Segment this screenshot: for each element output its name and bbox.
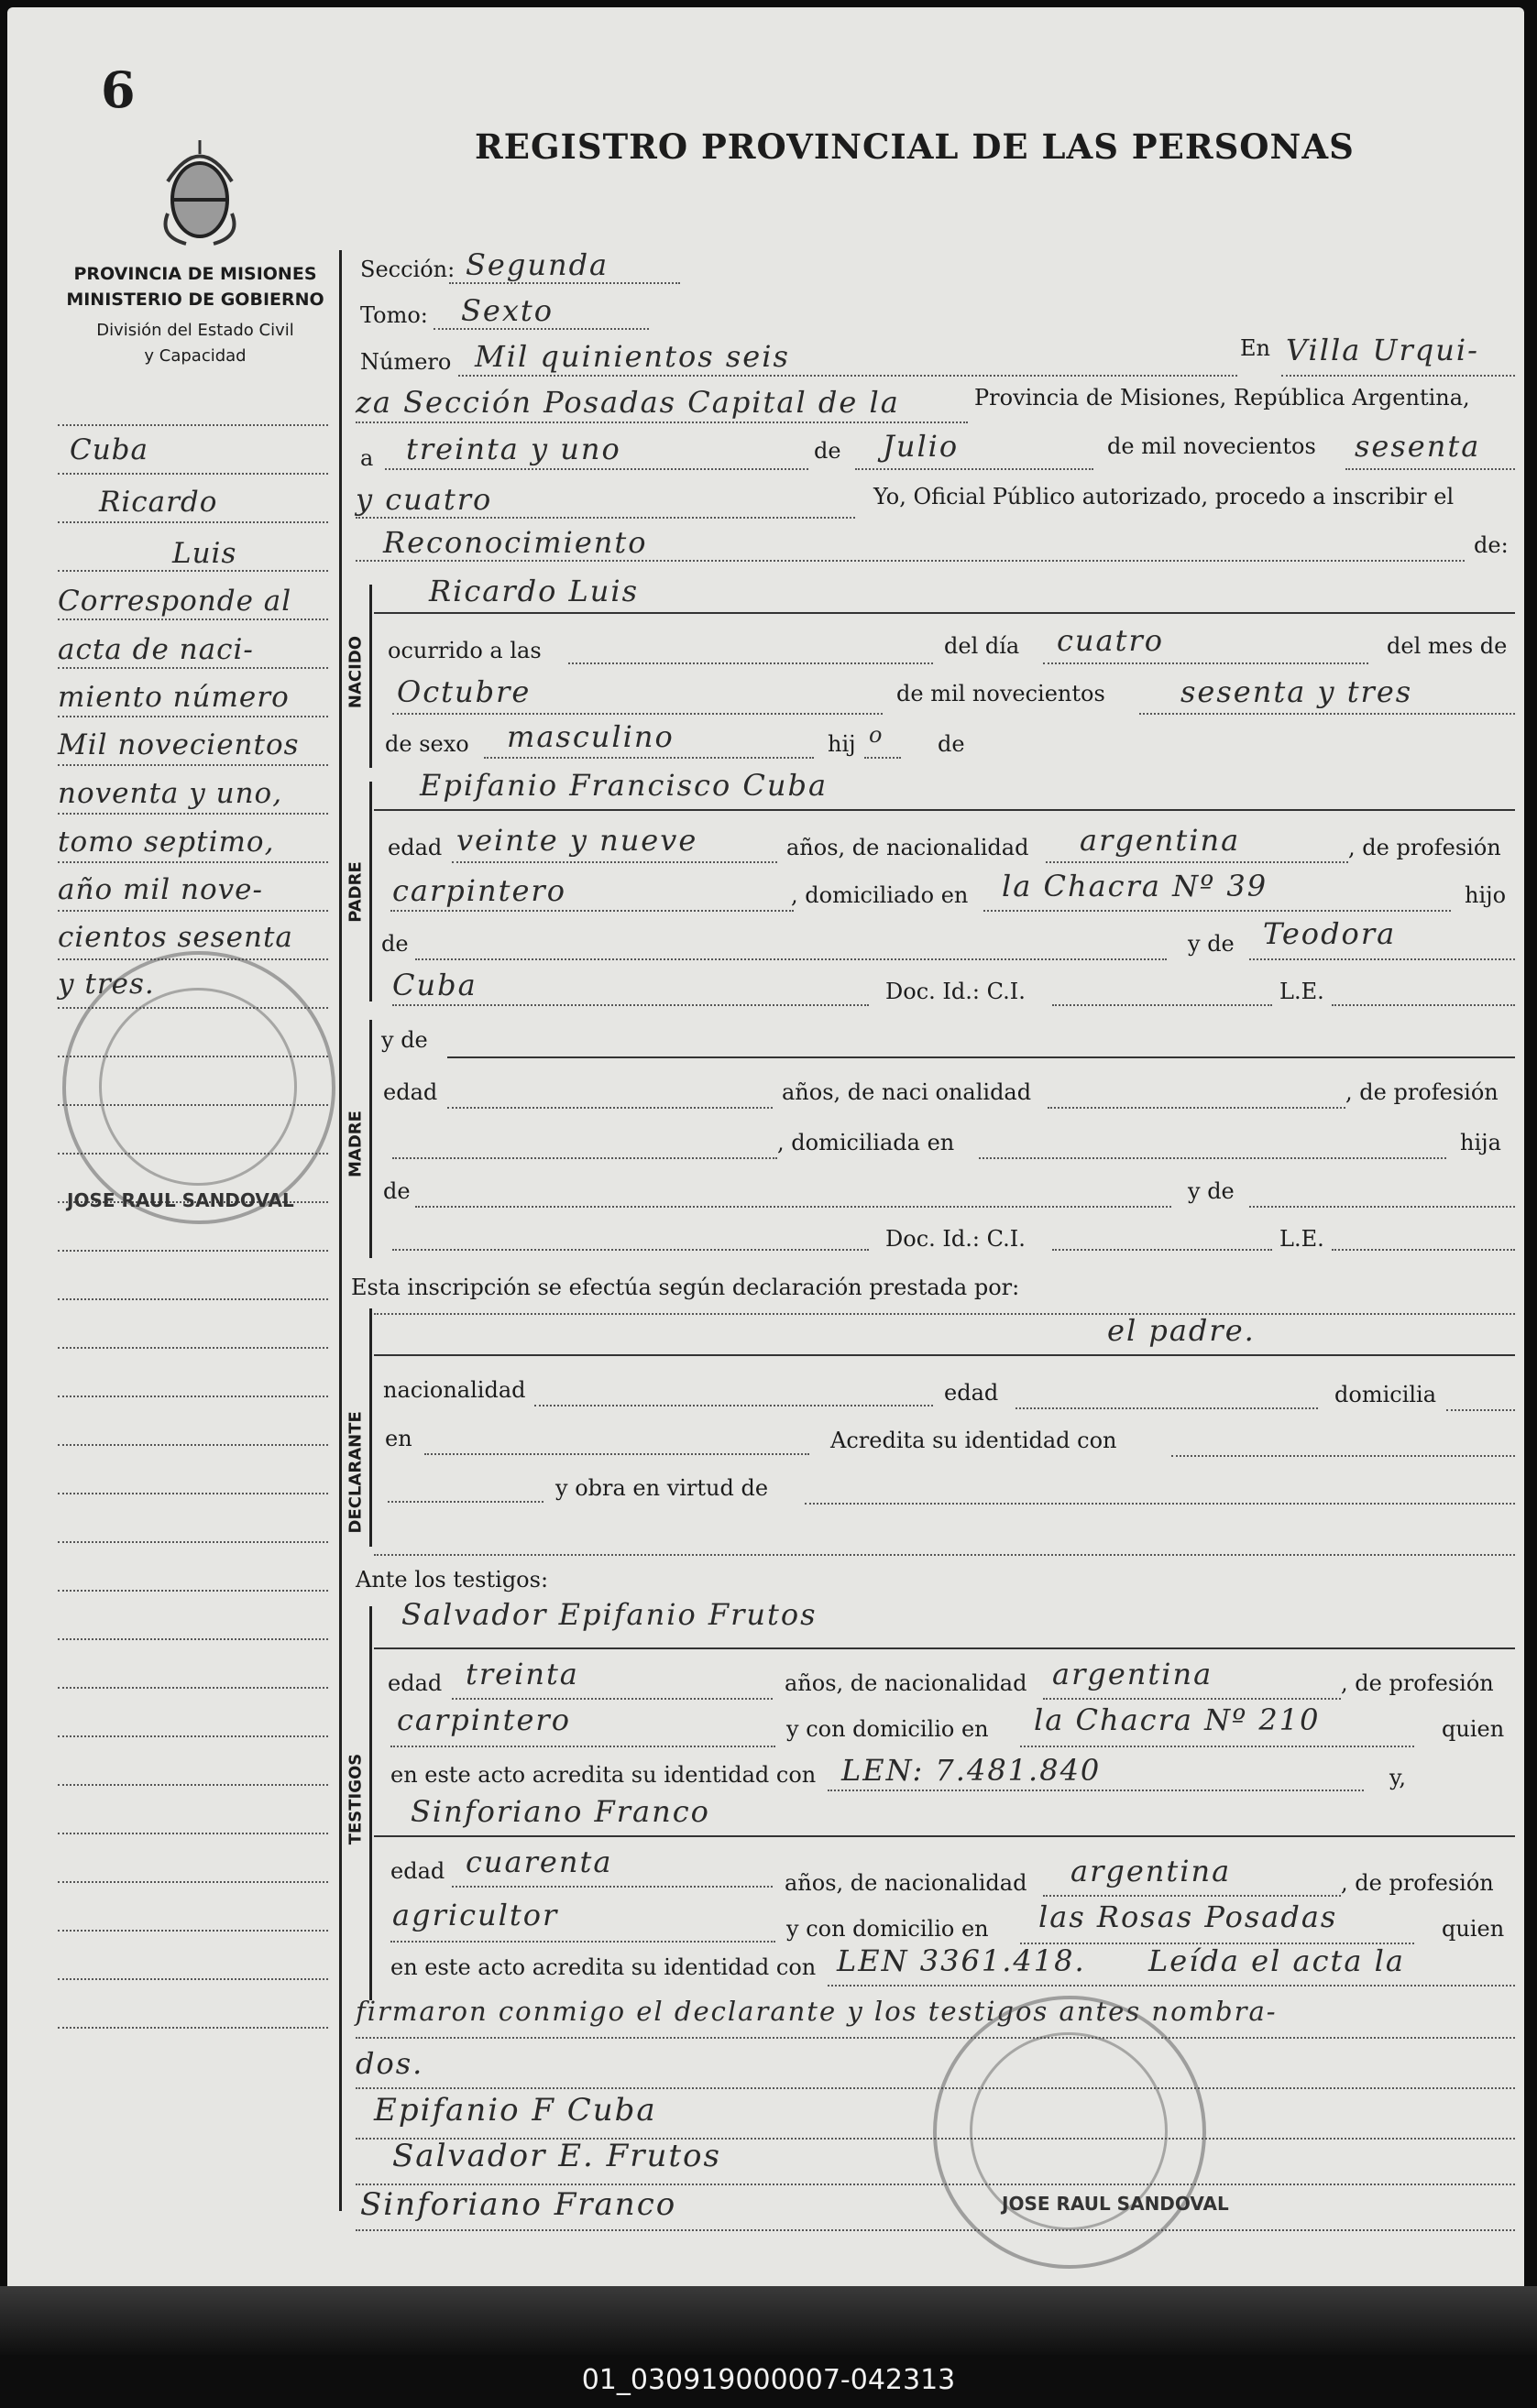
margin-line-6: miento número [58, 681, 290, 714]
label-edad-t1: edad [388, 1670, 443, 1696]
line-prof-madre [392, 1157, 777, 1159]
value-cierre-2: firmaron conmigo el declarante y los testigos antes nombra- [356, 1996, 1278, 2027]
label-domicilia: domicilia [1334, 1382, 1437, 1407]
line-declarante [374, 1354, 1515, 1356]
margin-line-4: Corresponde al [58, 585, 292, 618]
section-nacido: NACIDO [346, 635, 366, 709]
margin-ruled-line [58, 1541, 328, 1543]
value-lugar-2: za Sección Posadas Capital de la [356, 385, 900, 420]
line-abuela-2 [392, 1004, 869, 1006]
line-prof-t1 [390, 1746, 775, 1747]
label-dom-padre: , domiciliado en [791, 882, 969, 908]
value-t1-nombre: Salvador Epifanio Frutos [401, 1597, 818, 1632]
label-provincia: Provincia de Misiones, República Argentina, [974, 385, 1470, 410]
office-division: División del Estado Civil [96, 321, 294, 340]
line-abuela-m [1249, 1206, 1515, 1208]
line-numero [458, 375, 1237, 377]
line-edad-declarante [1016, 1407, 1318, 1409]
label-quien-t1: quien [1442, 1716, 1505, 1742]
section-padre: PADRE [346, 861, 366, 923]
office-ministry: MINISTERIO DE GOBIERNO [66, 290, 324, 310]
label-del-mes: del mes de [1387, 633, 1508, 659]
book-binding [0, 2286, 1537, 2355]
label-prof-t2: , de profesión [1341, 1870, 1494, 1896]
office-province: PROVINCIA DE MISIONES [73, 264, 317, 284]
margin-line-7: Mil novecientos [58, 728, 300, 761]
label-y-t1: y, [1389, 1765, 1406, 1790]
line-en-declarante [424, 1453, 809, 1455]
margin-ruled-line [58, 813, 328, 815]
label-prof-t1: , de profesión [1341, 1670, 1494, 1696]
label-en-declarante: en [385, 1426, 412, 1451]
label-quien-t2: quien [1442, 1916, 1505, 1942]
label-le-madre: L.E. [1279, 1226, 1324, 1252]
label-tomo: Tomo: [360, 302, 428, 328]
value-doc-t1: LEN: 7.481.840 [841, 1753, 1102, 1788]
value-cierre-3: dos. [356, 2046, 424, 2081]
label-sexo: de sexo [385, 731, 469, 757]
label-nac-madre: años, de naci onalidad [782, 1079, 1032, 1105]
margin-ruled-line [58, 910, 328, 912]
margin-ruled-line [58, 1444, 328, 1446]
line-cierre-2 [356, 2037, 1515, 2039]
page-number: 6 [101, 60, 136, 119]
line-dom-padre [983, 910, 1451, 912]
stamp-signature-name-left: JOSE RAUL SANDOVAL [67, 1189, 294, 1211]
line-nac-t2 [1043, 1895, 1341, 1897]
line-doc-t2 [828, 1985, 1515, 1987]
label-de-madre: de [383, 1178, 411, 1204]
value-hij: o [869, 722, 884, 748]
label-nacionalidad: nacionalidad [383, 1377, 526, 1403]
madre-rule [369, 1020, 372, 1258]
line-nac-t1 [1043, 1698, 1341, 1700]
value-dia-nac: cuatro [1057, 623, 1165, 658]
label-hijo: hijo [1465, 882, 1507, 908]
label-dom-t2: y con domicilio en [786, 1916, 989, 1942]
office-division-2: y Capacidad [144, 346, 247, 366]
value-sexo: masculino [507, 719, 675, 754]
label-doc-padre: Doc. Id.: C.I. [885, 979, 1026, 1004]
line-obra [805, 1503, 1515, 1505]
line-doc-t1 [828, 1790, 1364, 1791]
line-ci-madre [1052, 1249, 1272, 1251]
line-nacionalidad [534, 1405, 933, 1406]
margin-ruled-line [58, 570, 328, 572]
label-edad-declarante: edad [944, 1380, 999, 1406]
section-testigos: TESTIGOS [346, 1753, 366, 1845]
official-stamp-left-inner [99, 988, 297, 1186]
line-acredita [1171, 1455, 1515, 1457]
value-cierre-1: Leída el acta la [1148, 1943, 1405, 1978]
line-abuelo [415, 958, 1167, 960]
line-edad-t2 [452, 1886, 773, 1888]
label-acredita-t1: en este acto acredita su identidad con [390, 1762, 817, 1788]
label-de-mil: de mil novecientos [1107, 433, 1316, 459]
value-anio-1: sesenta [1355, 429, 1481, 464]
margin-ruled-line [58, 1687, 328, 1689]
line-domicilia [1446, 1409, 1515, 1411]
line-t1-nombre [374, 1647, 1515, 1649]
line-ci-padre [1052, 1004, 1272, 1006]
margin-line-10: año mil nove- [58, 873, 264, 906]
value-acto: Reconocimiento [383, 525, 648, 560]
margin-ruled-line [58, 521, 328, 523]
signature-2: Salvador E. Frutos [392, 2138, 721, 2174]
label-a: a [360, 445, 374, 471]
line-t2-nombre [374, 1835, 1515, 1837]
value-dom-t2: las Rosas Posadas [1038, 1899, 1338, 1934]
line-dom-t1 [1020, 1746, 1414, 1747]
label-declaracion: Esta inscripción se efectúa según declaración prestada por: [351, 1275, 1020, 1300]
padre-rule [369, 782, 372, 1002]
line-anio-2 [356, 517, 855, 519]
margin-ruled-line [58, 1735, 328, 1737]
section-declarante: DECLARANTE [346, 1411, 366, 1534]
value-nac-t2: argentina [1070, 1854, 1232, 1888]
value-abuela-1: Teodora [1263, 916, 1397, 951]
line-abuela-m-2 [392, 1249, 869, 1251]
margin-ruled-line [58, 1881, 328, 1883]
line-hora [568, 662, 933, 664]
line-nombre [374, 612, 1515, 614]
margin-line-12: y tres. [58, 968, 155, 1001]
label-doc-madre: Doc. Id.: C.I. [885, 1226, 1026, 1252]
value-anio-nac: sesenta y tres [1180, 674, 1413, 709]
label-numero: Número [360, 349, 452, 375]
register-page [7, 7, 1524, 2316]
margin-ruled-line [58, 1638, 328, 1640]
value-prof-t2: agricultor [392, 1898, 559, 1932]
margin-line-8: noventa y uno, [58, 777, 283, 810]
label-edad-padre: edad [388, 835, 443, 860]
value-dia: treinta y uno [406, 432, 621, 466]
label-edad-t2: edad [390, 1858, 445, 1884]
margin-ruled-line [58, 1250, 328, 1252]
line-edad-madre [447, 1107, 773, 1109]
margin-ruled-line [58, 667, 328, 669]
label-hij: hij [828, 731, 856, 757]
label-y-de: y de [1188, 931, 1235, 957]
label-y-de-madre: y de [381, 1027, 428, 1053]
value-seccion: Segunda [466, 247, 609, 282]
value-dom-padre: la Chacra Nº 39 [1002, 869, 1268, 903]
label-acredita: Acredita su identidad con [830, 1428, 1117, 1453]
label-yo: Yo, Oficial Público autorizado, procedo a inscribir el [873, 484, 1455, 509]
value-prof-t1: carpintero [397, 1702, 571, 1737]
margin-ruled-line [58, 1347, 328, 1349]
value-lugar-1: Villa Urqui- [1286, 333, 1479, 367]
line-madre-nombre [447, 1056, 1515, 1058]
line-tomo [434, 328, 649, 330]
value-declarante: el padre. [1107, 1313, 1256, 1348]
margin-ruled-line [58, 1784, 328, 1786]
value-prof-padre: carpintero [392, 873, 566, 908]
line-mes [855, 468, 1093, 470]
margin-ruled-line [58, 473, 328, 475]
margin-ruled-line [58, 1978, 328, 1980]
margin-ruled-line [58, 764, 328, 766]
label-de-mil-2: de mil novecientos [896, 681, 1105, 706]
margin-ruled-line [58, 861, 328, 863]
line-edad-t1 [452, 1698, 773, 1700]
value-edad-t1: treinta [466, 1657, 579, 1691]
label-nac-t2: años, de nacionalidad [785, 1870, 1027, 1896]
margin-ruled-line [58, 1930, 328, 1932]
value-edad-t2: cuarenta [466, 1844, 613, 1879]
line-prof-padre [390, 910, 794, 912]
label-del-dia: del día [944, 633, 1020, 659]
margin-line-1: Cuba [70, 433, 149, 466]
margin-ruled-line [58, 1590, 328, 1592]
margin-line-9: tomo septimo, [58, 826, 275, 859]
line-le-madre [1332, 1249, 1515, 1251]
margin-ruled-line [58, 1493, 328, 1494]
margin-line-11: cientos sesenta [58, 921, 293, 954]
line-seccion [449, 282, 680, 284]
value-nac-t1: argentina [1052, 1657, 1213, 1691]
value-mes: Julio [883, 429, 960, 464]
line-dia-nac [1043, 662, 1368, 664]
value-nombre: Ricardo Luis [429, 574, 640, 608]
line-prof-t2 [390, 1941, 775, 1943]
label-hija: hija [1460, 1130, 1501, 1155]
section-madre: MADRE [346, 1111, 366, 1177]
label-ocurrido: ocurrido a las [388, 638, 542, 663]
line-le-padre [1332, 1004, 1515, 1006]
margin-ruled-line [58, 1298, 328, 1300]
line-abuela [1249, 958, 1515, 960]
margin-line-5: acta de naci- [58, 633, 254, 666]
label-acredita-t2: en este acto acredita su identidad con [390, 1954, 817, 1980]
margin-line-3: Luis [172, 537, 237, 570]
nacido-rule [369, 585, 372, 768]
stamp-signature-name-right: JOSE RAUL SANDOVAL [1002, 2193, 1229, 2215]
margin-ruled-line [58, 2027, 328, 2029]
value-abuela-2: Cuba [392, 968, 478, 1002]
line-firma-2 [356, 2184, 1515, 2185]
line-cierre-3 [356, 2087, 1515, 2089]
value-doc-t2: LEN 3361.418. [837, 1943, 1086, 1978]
line-anio-nac [1139, 713, 1515, 715]
line-abuelo-m [415, 1206, 1171, 1208]
label-nac-padre: años, de nacionalidad [786, 835, 1029, 860]
label-le-padre: L.E. [1279, 979, 1324, 1004]
label-edad-madre: edad [383, 1079, 438, 1105]
label-de-colon: de: [1474, 532, 1509, 558]
value-t2-nombre: Sinforiano Franco [411, 1794, 710, 1829]
line-declarante-end [374, 1554, 1515, 1556]
label-de-2: de [938, 731, 965, 757]
line-anio-1 [1345, 468, 1515, 470]
image-id-label: 01_030919000007-042313 [581, 2364, 956, 2396]
signature-3: Sinforiano Franco [360, 2186, 677, 2223]
margin-divider [339, 250, 342, 2211]
signature-1: Epifanio F Cuba [374, 2092, 657, 2129]
margin-ruled-line [58, 618, 328, 620]
line-mes-nac [392, 713, 883, 715]
line-sexo [484, 757, 814, 759]
line-firma-3 [356, 2229, 1515, 2231]
label-dom-madre: , domiciliada en [777, 1130, 955, 1155]
line-hij [864, 757, 901, 759]
label-en: En [1240, 335, 1270, 361]
line-dia [385, 468, 808, 470]
value-tomo: Sexto [461, 293, 554, 328]
label-testigos: Ante los testigos: [356, 1567, 549, 1593]
value-padre-nombre: Epifanio Francisco Cuba [420, 768, 829, 803]
label-y-de-m: y de [1188, 1178, 1235, 1204]
line-acto [356, 560, 1465, 562]
coat-of-arms-icon [159, 136, 241, 250]
label-de: de [814, 438, 841, 464]
margin-ruled-line [58, 1396, 328, 1397]
margin-line-2: Ricardo [99, 486, 218, 519]
value-numero: Mil quinientos seis [475, 339, 790, 374]
line-lugar-1 [1281, 375, 1515, 377]
label-prof-madre: , de profesión [1345, 1079, 1499, 1105]
line-edad-padre [452, 861, 777, 863]
value-mes-nac: Octubre [397, 674, 532, 709]
label-nac-t1: años, de nacionalidad [785, 1670, 1027, 1696]
margin-ruled-line [58, 424, 328, 426]
line-nac-madre [1048, 1107, 1345, 1109]
line-dom-madre [979, 1157, 1446, 1159]
margin-ruled-line [58, 716, 328, 717]
declarante-rule [369, 1308, 372, 1547]
value-nac-padre: argentina [1080, 823, 1241, 858]
line-padre-nombre [374, 809, 1515, 811]
value-anio-2: y cuatro [356, 482, 493, 517]
margin-ruled-line [58, 1833, 328, 1834]
line-declaracion [374, 1313, 1515, 1315]
line-lugar-2 [356, 421, 968, 423]
label-seccion: Sección: [360, 257, 456, 282]
label-dom-t1: y con domicilio en [786, 1716, 989, 1742]
label-obra: y obra en virtud de [555, 1475, 769, 1501]
label-prof-padre: , de profesión [1348, 835, 1501, 860]
value-edad-padre: veinte y nueve [456, 823, 698, 858]
value-dom-t1: la Chacra Nº 210 [1034, 1702, 1321, 1737]
line-doc-declarante [388, 1501, 543, 1503]
label-de-3: de [381, 931, 409, 957]
document-title: REGISTRO PROVINCIAL DE LAS PERSONAS [475, 126, 1355, 167]
testigos-rule [369, 1606, 372, 2000]
line-nac-padre [1046, 861, 1348, 863]
